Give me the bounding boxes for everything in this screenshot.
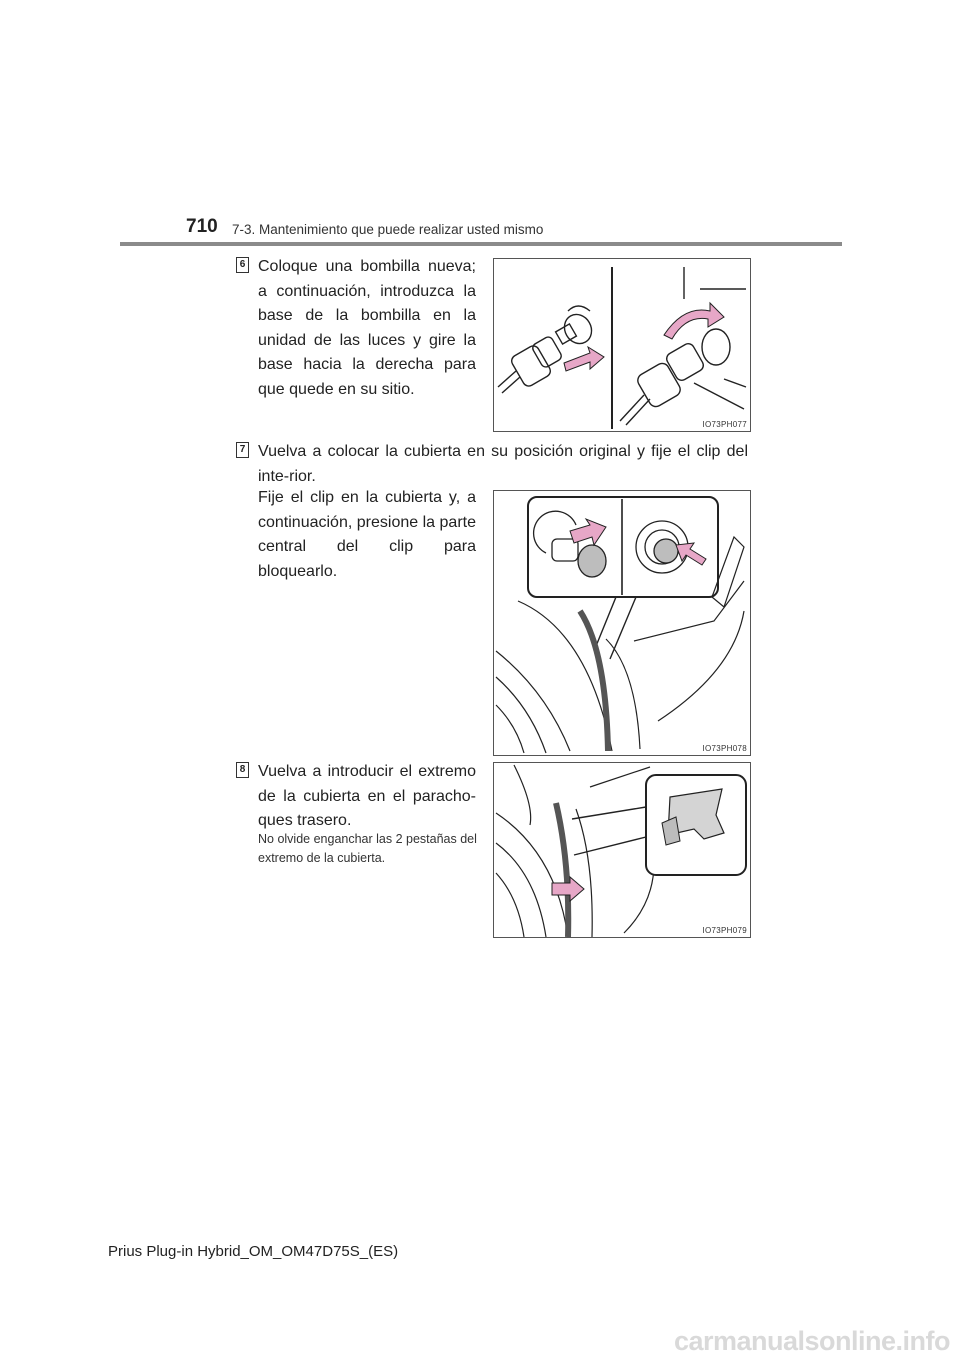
arrow-rotate-icon [664,303,724,339]
step-badge-7: 7 [236,442,249,458]
header-rule [120,242,842,246]
bulb-install-illustration [494,259,750,431]
figure-cover-insert [493,762,751,938]
step-8-note: No olvide enganchar las 2 pestañas del extremo de la cubierta. [258,832,477,865]
arrow-insert-icon [564,347,604,371]
figure-code: IO73PH079 [702,926,747,935]
figure-code: IO73PH077 [702,420,747,429]
step-6-text: Coloque una bombilla nueva; a continuación, introduzca la base de la bombilla en la unidad de las luces y gire la base hacia la derecha para que quede en su sitio. [258,258,476,398]
watermark: carmanualsonline.info [673,1326,950,1356]
figure-code: IO73PH078 [702,744,747,753]
cover-insert-illustration [494,763,750,937]
step-badge-8: 8 [236,762,249,778]
page-number: 710 [186,216,218,237]
step-7-subtext: Fije el clip en la cubierta y, a continuación, presione la parte central del clip para bloquearlo. [258,489,476,580]
step-7-text: Vuelva a colocar la cubierta en su posición original y fije el clip del inte-rior. [258,443,748,485]
figure-bulb-install [493,258,751,432]
figure-clip-install [493,490,751,756]
step-8-text: Vuelva a introducir el extremo de la cubierta en el paracho-ques trasero. [258,763,476,829]
footer-manual-id: Prius Plug-in Hybrid_OM_OM47D75S_(ES) [108,1243,399,1260]
step-badge-6: 6 [236,257,249,273]
clip-install-illustration [494,491,750,755]
section-title: 7-3. Mantenimiento que puede realizar usted mismo [232,222,544,237]
